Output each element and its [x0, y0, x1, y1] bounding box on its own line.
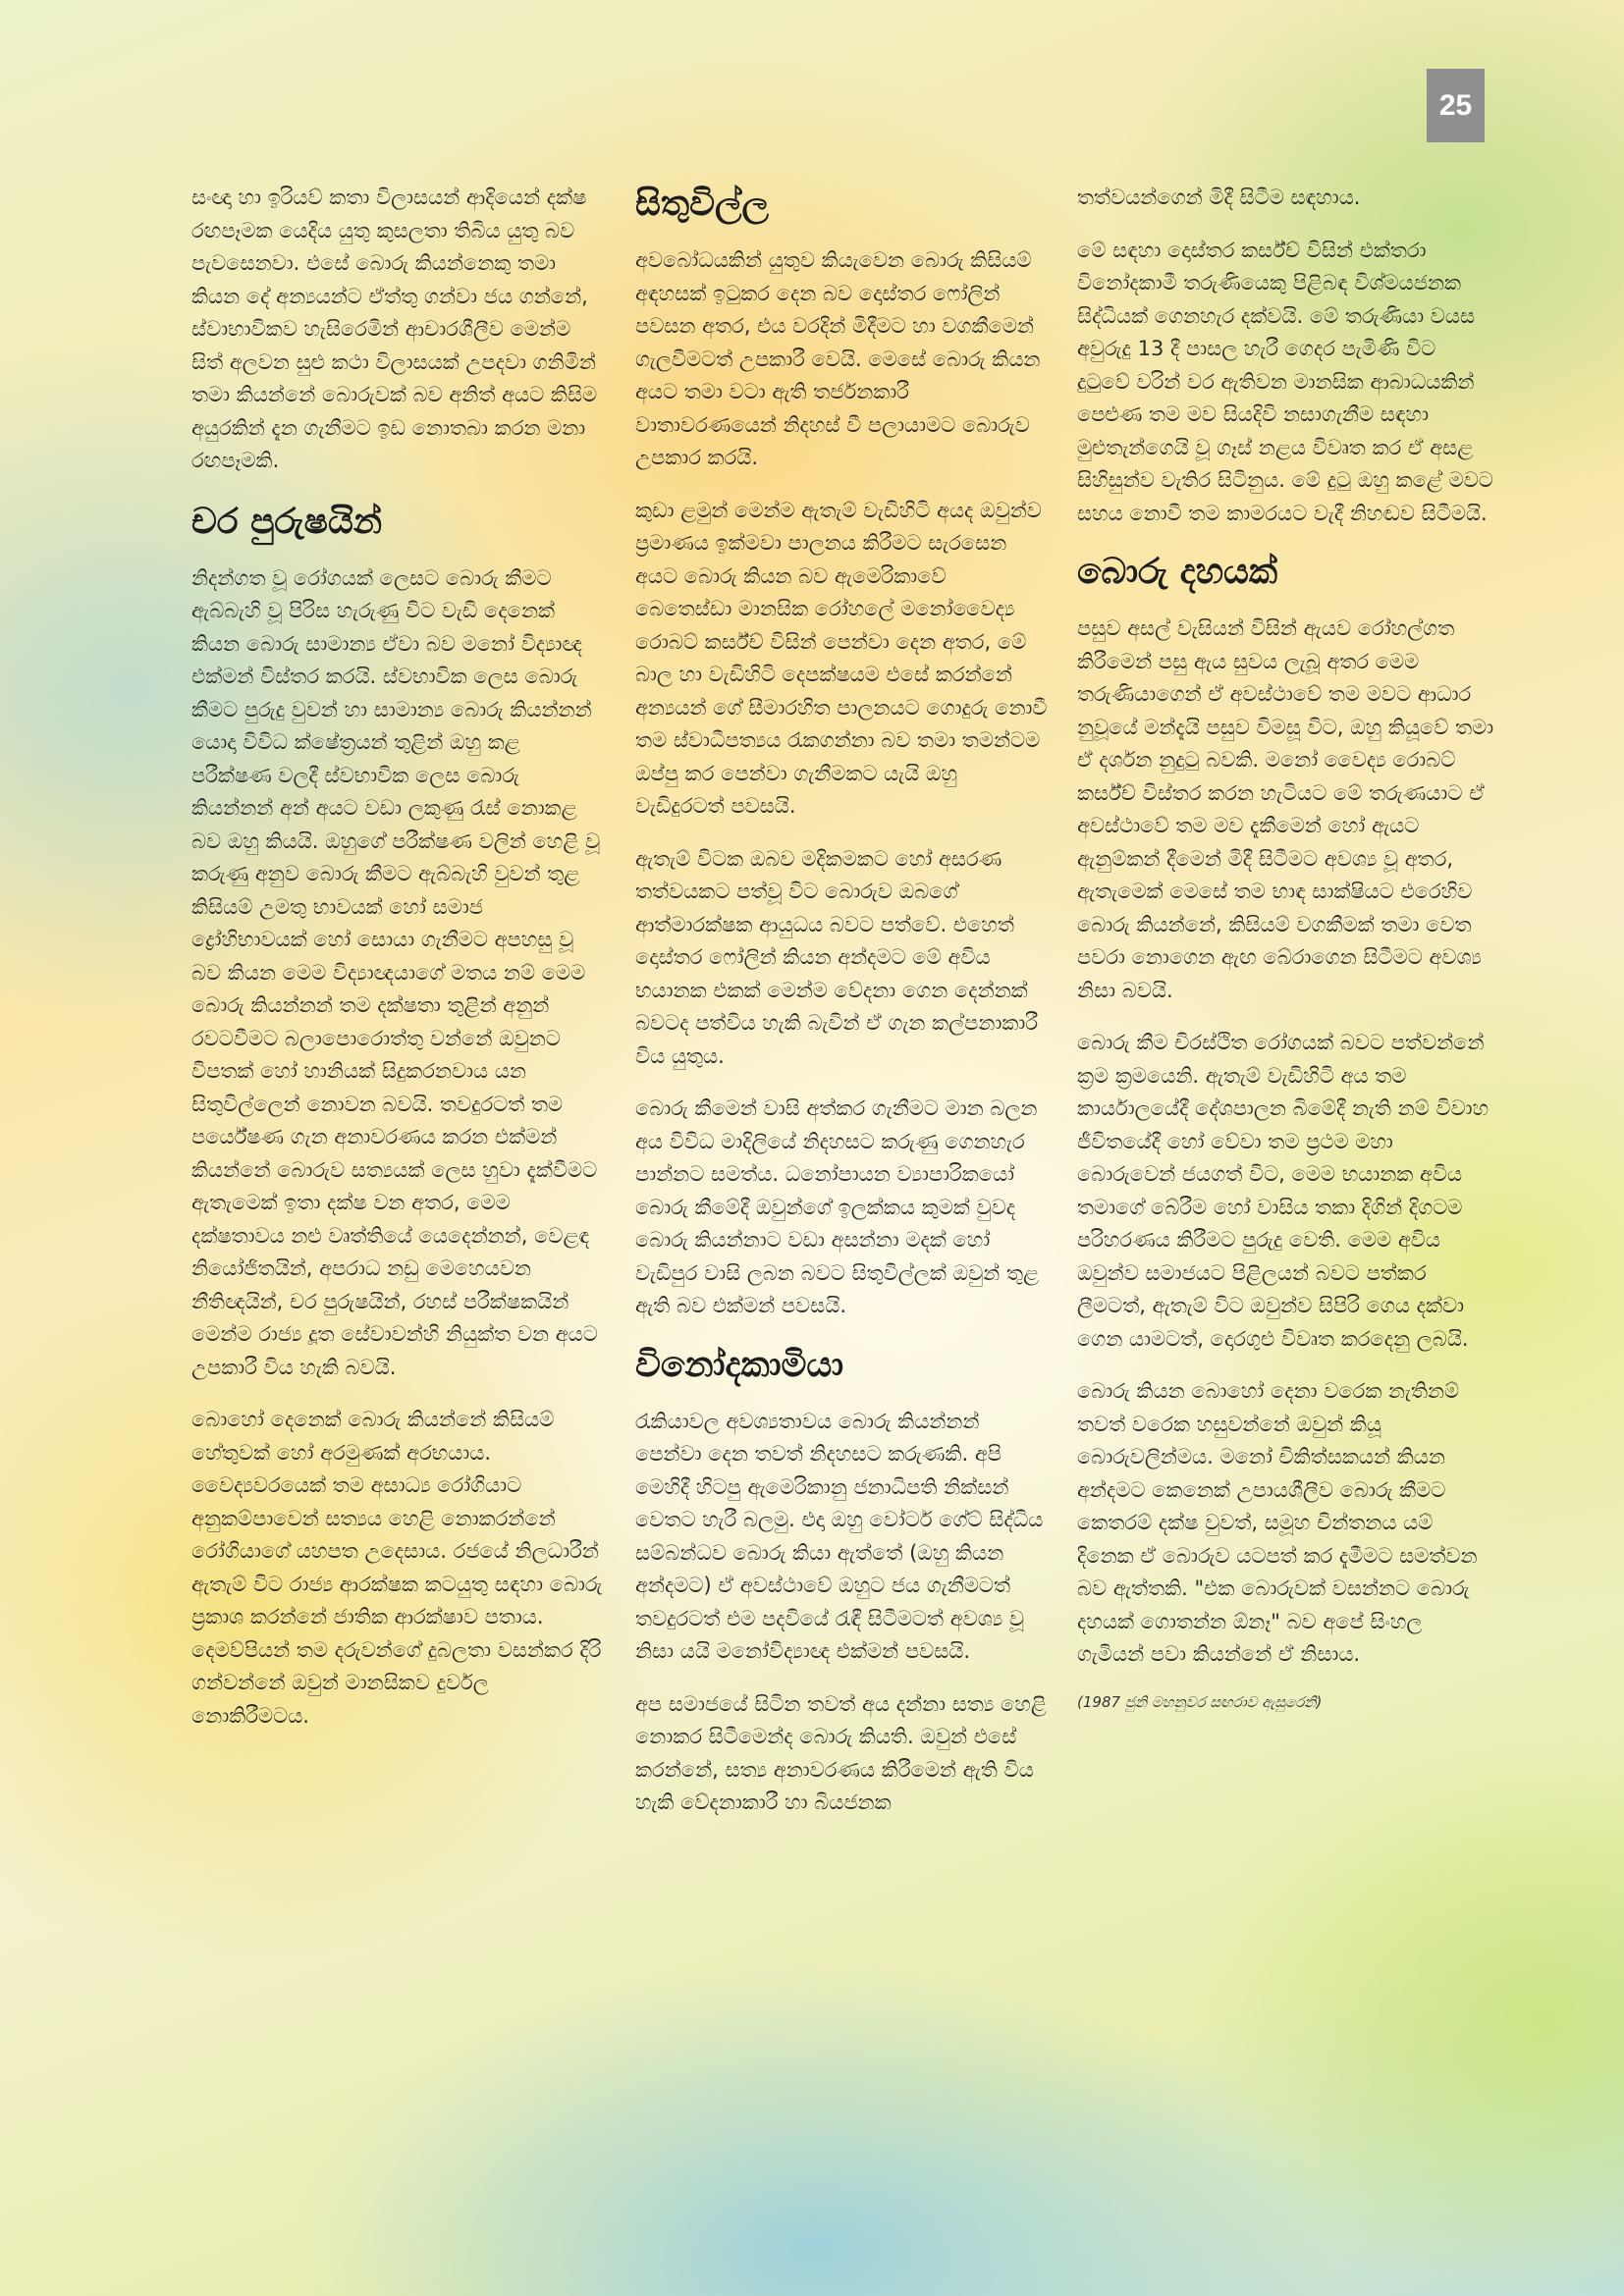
paragraph: අප සමාජයේ සිටින තවත් අය දන්නා සත්‍ය හෙළි නොකර සිටීමෙන්ද බොරු කියති. ඔවුන් එසේ කරන්නේ, සත්‍ය අනාවරණය කිරීමෙන් ඇති විය හැකි වේදනාකාරී හා බියජනක: [635, 1691, 1047, 1814]
paragraph: පසුව අසල් වැසියන් විසින් ඇයව රෝහල්ගත කිරීමෙන් පසු ඇය සුවය ලැබූ අතර මෙම තරුණියාගෙන් ඒ අවස්ථාවේ තම මවට ආධාර නුවූයේ මන්දැයි පසුව විමසූ විට, ඔහු කියූවේ තමා ඒ දර්ශන නුදුටු බවකි. මනෝ වෛද්‍ය රොබට් කර්ස්ච් විස්තර කරන හැටියට මේ තරුණයාට ඒ අවස්ථාවේ තම මව දැකීමෙන් හෝ ඇයට ඇනුම්කන් දීමෙන් මිදී සිටීමට අවශ්‍ය වූ අතර, ඇතැමෙක් මෙසේ තම භාඳ සාක්ෂියට එරෙහිව බොරු කියන්නේ, කිසියම් වගකීමක් තමා වෙත පවරා නොගෙන ඇඟ බේරාගෙන සිටීමට අවශ්‍ය නිසා බවයි.: [1077, 616, 1494, 1002]
source-credit: (1987 ජුනි මහනුවර සඟරාව ඇසුරෙනි): [1077, 1692, 1323, 1711]
article-column-1: [191, 182, 604, 1752]
section-heading-thought: සිතුවිල්ල: [635, 184, 769, 224]
paragraph: අවබෝධයකින් යුතුව කියැවෙන බොරු කිසියම් අඳහසක් ඉටුකර දෙන බව දොස්තර ෆෝලින් පවසන අතර, එය වරදින් මිදීමට හා වගකීමෙන් ගැලවීමටත් උපකාරී වෙයි. මෙසේ බොරු කියන අයට තමා වටා ඇති තර්ජනකාරී වාතාවරණයෙන් නිදහස් වී පලායාමට බොරුව උපකාර කරයි.: [635, 248, 1041, 469]
article-column-2: [635, 182, 1048, 1840]
paragraph: කුඩා ළමුන් මෙන්ම ඇතැම් වැඩිහිටි අයද ඔවුන්ව ප්‍රමාණය ඉක්මවා පාලනය කිරීමට සැරසෙන අයට බොරු කියන බව ඇමෙරිකාවේ බෙතෙස්ඩා මානසික රෝහලේ මනෝවෛද්‍ය රොබට් කර්ස්ච් විසින් පෙන්වා දෙන අතර, මේ බාල හා වැඩිහිටි දෙපක්ෂයම එසේ කරන්නේ අන්‍යයන් ගේ සීමාරහිත පාලනයට ගොදුරු නොවී තම ස්වාධීපත්‍යය රැකගන්නා බව තමා තමන්ටම ඔප්පු කර පෙන්වා ගැනීමකට යැයි ඔහු වැඩිදුරටත් පවසයි.: [635, 498, 1048, 818]
paragraph: බොහෝ දෙනෙක් බොරු කියන්නේ කිසියම් හේතුවක් හෝ අරමුණක් අරභයාය. වෛද්‍යවරයෙක් තම අසාධ්‍ය රෝගියාට අනුකම්පාවෙන් සත්‍යය හෙළි නොකරන්නේ රෝගියාගේ යහපත උදෙසාය. රජයේ නිලධාරීන් ඇතැම් විට රාජ්‍ය ආරක්ෂක කටයුතු සඳහා බොරු ප්‍රකාශ කරන්නේ ජාතික ආරක්ෂාව පතාය. දෙමව්පියන් තම දරුවන්ගේ දුබලතා වසන්කර දිරි ගන්වන්නේ ඔවුන් මානසිකව දුර්වල නොකිරීමටය.: [191, 1408, 603, 1728]
paragraph: බොරු කීමෙන් වාසි අත්කර ගැනීමට මාන බලන අය විවිධ මාදිලියේ නිදහසට කරුණු ගෙනහැර පාන්නට සමත්ය. ධනෝපායන ව්‍යාපාරිකයෝ බොරු කීමේදී ඔවුන්ගේ ඉලක්කය කුමක් වුවද බොරු කියන්නාට වඩා අසන්නා මදක් හෝ වැඩිපුර වාසි ලබන බවට සිතුවිල්ලක් ඔවුන් තුළ ඇති බව එක්මන් පවසයි.: [635, 1096, 1040, 1317]
paragraph: මේ සඳහා දොස්තර කර්ස්ච් විසින් එක්තරා විනෝදකාමී තරුණියෙකු පිළිබඳ විශ්මයජනක සිද්ධියක් ගෙනහැර දක්වයි. මේ තරුණියා වයස අවුරුදු 13 දී පාසල හැරී ගෙදර පැමිණි විට දුටුවේ වරින් වර ඇතිවන මානසික ආබාධයකින් පෙළුණ තම මව සියදිවි නසාගැනීම සඳහා මුළුතැන්ගෙයි වූ ගෑස් නළය විවෘත කර ඒ අසළ සිහිසුන්ව වැතිර සිටිනුය. මේ දුටු ඔහු කළේ මවට සහය නොවී තම කාමරයට වැදී නිහඬව සිටීමයි.: [1077, 238, 1493, 525]
page-number: 25: [1427, 69, 1485, 142]
section-heading-ten-lies: බොරු දහයක්: [1077, 552, 1278, 592]
paragraph: බොරු කියන බොහෝ දෙනා වරෙක නැතිනම් තවත් වරෙක හසුවන්නේ ඔවුන් කියූ බොරුවලින්මය. මනෝ චිකිත්සකයන් කියන අන්දමට කෙනෙක් උපායශීලීව බොරු කීමට කෙතරම් දක්ෂ වුවත්, සමූහ චින්තනය යම් දිනෙක ඒ බොරුව යටපත් කර දැමීමට සමත්වන බව ඇත්තකි. "එක බොරුවක් වසන්නට බොරු දහයක් ගොතන්න ඕනෑ" බව අපේ සිංහල ගැමියන් පවා කියන්නේ ඒ නිසාය.: [1077, 1379, 1478, 1666]
paragraph: ඇතැම් විටක ඔබව මදිකමකට හෝ අසරණ තත්වයකට පත්වූ විට බොරුව ඔබගේ ආත්මාරක්ෂක ආයුධය බවට පත්වේ. එහෙත් දොස්තර ෆෝලින් කියන අන්දමට මේ අවිය භයානක එකක් මෙන්ම වේදනා ගෙන දෙන්නක් බවටද පත්විය හැකි බැවින් ඒ ගැන කල්පනාකාරී විය යුතුය.: [635, 846, 1039, 1068]
section-heading-pleasure-seeker: විනෝදකාමියා: [635, 1344, 844, 1385]
paragraph: රැකියාවල අවශ්‍යතාවය බොරු කියන්නන් පෙන්වා දෙන තවත් නිදහසට කරුණකි. අපි මෙහිදී හිටපු ඇමෙරිකානු ජනාධිපති නික්සන් වෙතට හැරී බලමු. එදා ඔහු වෝටර් ගේට් සිද්ධිය සම්බන්ධව බොරු කියා ඇත්තේ (ඔහු කියන අන්දමට) ඒ අවස්ථාවේ ඔහුට ජය ගැනීමටත් තවදුරටත් එම පදවියේ රැඳී සිටීමටත් අවශ්‍ය වූ නිසා යයි මනෝවිද්‍යාඥ එක්මන් පවසයි.: [635, 1409, 1044, 1663]
paragraph: සංඥා හා ඉරියව් කතා විලාසයන් ආදියෙන් දක්ෂ රඟපෑමක යෙදිය යුතු කුසලතා තිබිය යුතු බව පැවසෙනවා. එසේ බොරු කියන්නෙකු තමා කියන දේ අන්‍යයන්ට ඒත්තු ගන්වා ජය ගන්නේ, ස්වාභාවිකව හැසිරෙමින් ආචාරශීලීව මෙන්ම සිත් අලවන සුළු කථා විලාසයක් උපදවා ගනිමින් තමා කියන්නේ බොරුවක් බව අනිත් අයට කිසිම අයුරකින් දැන ගැනීමට ඉඩ නොතබා කරන මනා රඟපෑමකි.: [191, 186, 598, 472]
paragraph: තත්වයන්ගෙන් මිදී සිටීම සඳහාය.: [1077, 186, 1361, 209]
section-heading-spies: චර පුරුෂයින්: [191, 501, 383, 542]
paragraph: නිදන්ගත වූ රෝගයක් ලෙසට බොරු කීමට ඇබ්බැහි වූ පිරිස හැරුණු විට වැඩි දෙනෙක් කියන බොරු සාමාන්‍ය ඒවා බව මනෝ විද්‍යාඥ එක්මන් විස්තර කරයි. ස්වභාවික ලෙස බොරු කීමට පුරුදු වුවන් හා සාමාන්‍ය බොරු කියන්නන් යොදා විවිධ ක්ෂේත්‍රයන් තුළින් ඔහු කළ පරීක්ෂණ වලදී ස්වභාවික ලෙස බොරු කියන්නන් අන් අයට වඩා ලකුණු රැස් නොකළ බව ඔහු කියයි. ඔහුගේ පරීක්ෂණ වලින් හෙළි වූ කරුණු අනුව බොරු කීමට ඇබ්බැහි වුවන් තුළ කිසියම් උමතු භාවයක් හෝ සමාජ ද්‍රෝහිභාවයක් හෝ සොයා ගැනීමට අපහසු වූ බව කියන මෙම විද්‍යාඥයාගේ මතය නම් මෙම බොරු කියන්නන් තම දක්ෂතා තුළින් අනුන් රවටවීමට බලාපොරොත්තු වන්නේ ඔවුනට විපතක් හෝ හානියක් සිදුකරනවාය යන සිතුවිල්ලෙන් නොවන බවයි. තවදුරටත් තම පර්යේෂණ ගැන අනාවරණය කරන එක්මන් කියන්නේ බොරුව සත්‍යයක් ලෙස හුවා දැක්වීමට ඇතැමෙක් ඉතා දක්ෂ වන අතර, මෙම දක්ෂතාවය නළු වෘත්තියේ යෙදෙන්නන්, වෙළඳ නියෝජිතයින්, අපරාධ නඩු මෙහෙයවන නීතිඥයින්, චර පුරුෂයින්, රහස් පරීක්ෂකයින් මෙන්ම රාජ්‍ය දූත සේවාවන්හි නියුක්ත වන අයට උපකාරී විය හැකි බවයි.: [191, 565, 601, 1379]
paragraph: බොරු කීම චිරස්ථිත රෝගයක් බවට පත්වන්නේ ක්‍රම ක්‍රමයෙනි. ඇතැම් වැඩිහිටි අය තම කාර්යාලයේදී දේශපාලන බිමේදී නැති නම් විවාහ ජීවිතයේදී හෝ වේවා තම ප්‍රථම මහා බොරුවෙන් ජයගත් විට, මෙම භයානක අවිය තමාගේ බේරීම හෝ වාසිය තකා දිගින් දිගටම පරිහරණය කිරීමට පුරුදු වෙති. මෙම අවිය ඔවුන්ව සමාජයට පිළිලයන් බවට පත්කර ලීමටත්, ඇතැම් විට ඔවුන්ව සිපිරි ගෙය දක්වා ගෙන යාමටත්, දොරගුළු විවෘත කරදෙනු ලබයි.: [1077, 1031, 1489, 1351]
article-column-3: [1077, 182, 1494, 1713]
